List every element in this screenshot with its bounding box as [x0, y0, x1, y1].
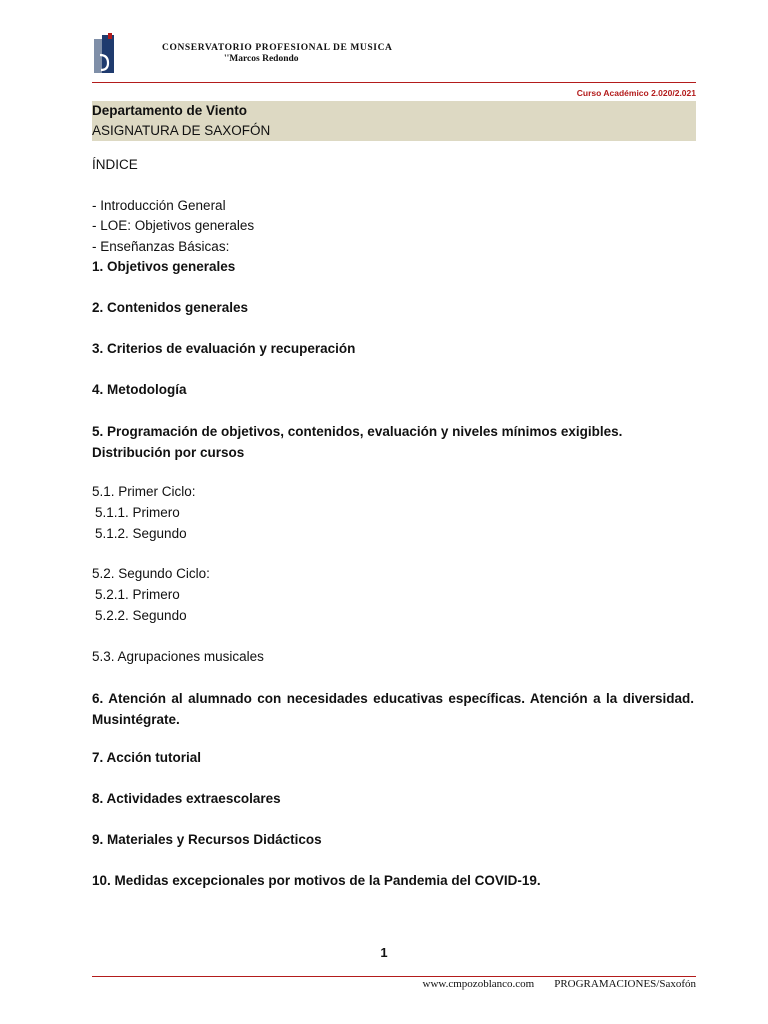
index-subitem: 5.3. Agrupaciones musicales: [92, 649, 264, 664]
index-item: 9. Materiales y Recursos Didácticos: [92, 832, 322, 847]
department-title: Departamento de Viento: [92, 103, 248, 118]
index-subitem: 5.2.1. Primero: [95, 587, 180, 602]
index-item: - Introducción General: [92, 198, 226, 213]
conservatory-logo-icon: [92, 33, 116, 73]
footer-website: www.cmpozoblanco.com: [422, 978, 535, 990]
index-subitem: 5.2.2. Segundo: [95, 608, 187, 623]
index-item: 7. Acción tutorial: [92, 750, 202, 765]
index-subitem: 5.1.2. Segundo: [95, 526, 187, 541]
course-year: Curso Académico 2.020/2.021: [576, 88, 696, 98]
index-title: ÍNDICE: [92, 157, 138, 172]
index-item: - LOE: Objetivos generales: [92, 218, 255, 233]
header-rule: [92, 82, 696, 83]
subject-title: ASIGNATURA DE SAXOFÓN: [92, 123, 271, 138]
page-number: 1: [380, 945, 388, 960]
index-item: 1. Objetivos generales: [92, 259, 236, 274]
index-item: 6. Atención al alumnado con necesidades educativas específicas. Atención a la diversidad. Musintégrate.: [92, 691, 694, 727]
index-item: 4. Metodología: [92, 382, 187, 397]
index-item: 5. Programación de objetivos, contenidos, evaluación y niveles mínimos exigibles. Distribución por cursos: [92, 424, 623, 460]
footer-rule: [92, 976, 696, 977]
footer: [423, 978, 697, 990]
footer-section: PROGRAMACIONES/Saxofón: [554, 978, 696, 990]
institution-name: CONSERVATORIO PROFESIONAL DE MUSICA: [162, 43, 393, 53]
index-subitem: 5.2. Segundo Ciclo:: [92, 566, 210, 581]
institution-subtitle: ''Marcos Redondo: [224, 54, 299, 64]
index-item: 8. Actividades extraescolares: [92, 791, 281, 806]
index-item: 10. Medidas excepcionales por motivos de la Pandemia del COVID-19.: [92, 873, 541, 888]
index-subitem: 5.1.1. Primero: [95, 505, 180, 520]
department-band: [92, 101, 696, 141]
index-item: 3. Criterios de evaluación y recuperación: [92, 341, 356, 356]
index-item: - Enseñanzas Básicas:: [92, 239, 230, 254]
index-subitem: 5.1. Primer Ciclo:: [92, 484, 196, 499]
index-item: 2. Contenidos generales: [92, 300, 249, 315]
